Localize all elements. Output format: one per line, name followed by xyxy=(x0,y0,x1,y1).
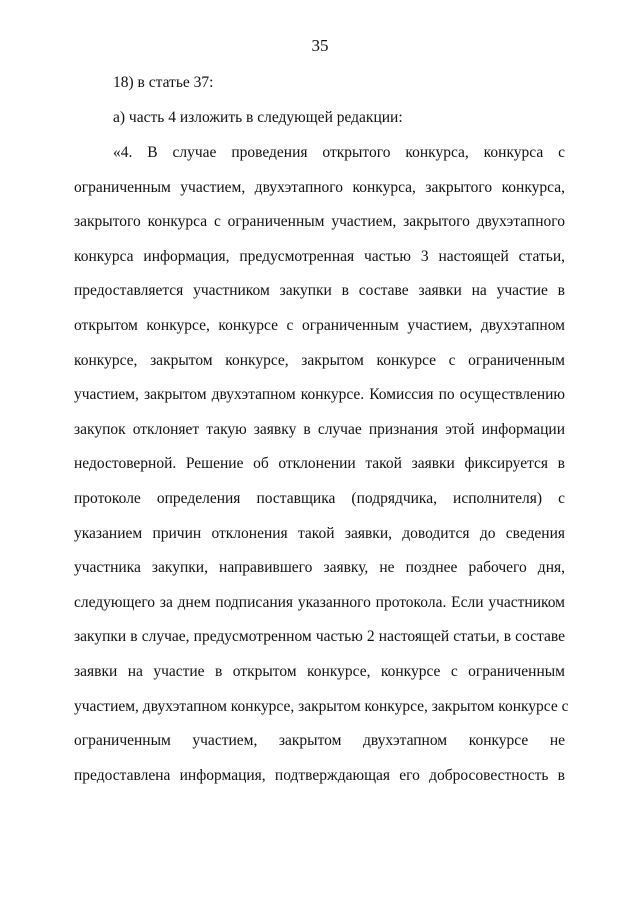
paragraph-line: закупки в случае, предусмотренном частью 2 настоящей статьи, в составе xyxy=(74,628,565,646)
paragraph-line: участника закупки, направившего заявку, не позднее рабочего дня, xyxy=(74,559,565,577)
sub-item-heading: а) часть 4 изложить в следующей редакции: xyxy=(113,109,403,126)
paragraph-line: протоколе определения поставщика (подрядчика, исполнителя) с xyxy=(74,489,565,507)
paragraph-line: участием, двухэтапном конкурсе, закрытом конкурсе, закрытом конкурсе с xyxy=(74,697,569,715)
paragraph-body xyxy=(74,143,569,800)
paragraph-line: конкурса информация, предусмотренная частью 3 настоящей статьи, xyxy=(74,247,565,265)
paragraph-line: следующего за днем подписания указанного протокола. Если участником xyxy=(74,593,565,611)
paragraph-line: указанием причин отклонения такой заявки, доводится до сведения xyxy=(74,524,565,542)
paragraph-line: «4. В случае проведения открытого конкурса, конкурса с xyxy=(113,144,565,161)
item-heading: 18) в статье 37: xyxy=(113,74,214,91)
paragraph-line: предоставлена информация, подтверждающая его добросовестность в xyxy=(74,766,565,784)
paragraph-line: закупок отклоняет такую заявку в случае признания этой информации xyxy=(74,420,565,438)
paragraph-line: участием, закрытом двухэтапном конкурсе. Комиссия по осуществлению xyxy=(74,386,565,404)
paragraph-line: предоставляется участником закупки в составе заявки на участие в xyxy=(74,282,565,300)
paragraph-line: заявки на участие в открытом конкурсе, конкурсе с ограниченным xyxy=(74,662,565,680)
paragraph-line: закрытого конкурса с ограниченным участием, закрытого двухэтапного xyxy=(74,213,565,231)
paragraph-line: ограниченным участием, двухэтапного конкурса, закрытого конкурса, xyxy=(74,178,565,196)
paragraph-line: ограниченным участием, закрытом двухэтапном конкурсе не xyxy=(74,732,565,750)
paragraph-line: конкурсе, закрытом конкурсе, закрытом конкурсе с ограниченным xyxy=(74,351,565,369)
paragraph-line: недостоверной. Решение об отклонении такой заявки фиксируется в xyxy=(74,455,565,473)
page-number: 35 xyxy=(311,36,329,55)
paragraph-line: открытом конкурсе, конкурсе с ограниченным участием, двухэтапном xyxy=(74,316,565,334)
